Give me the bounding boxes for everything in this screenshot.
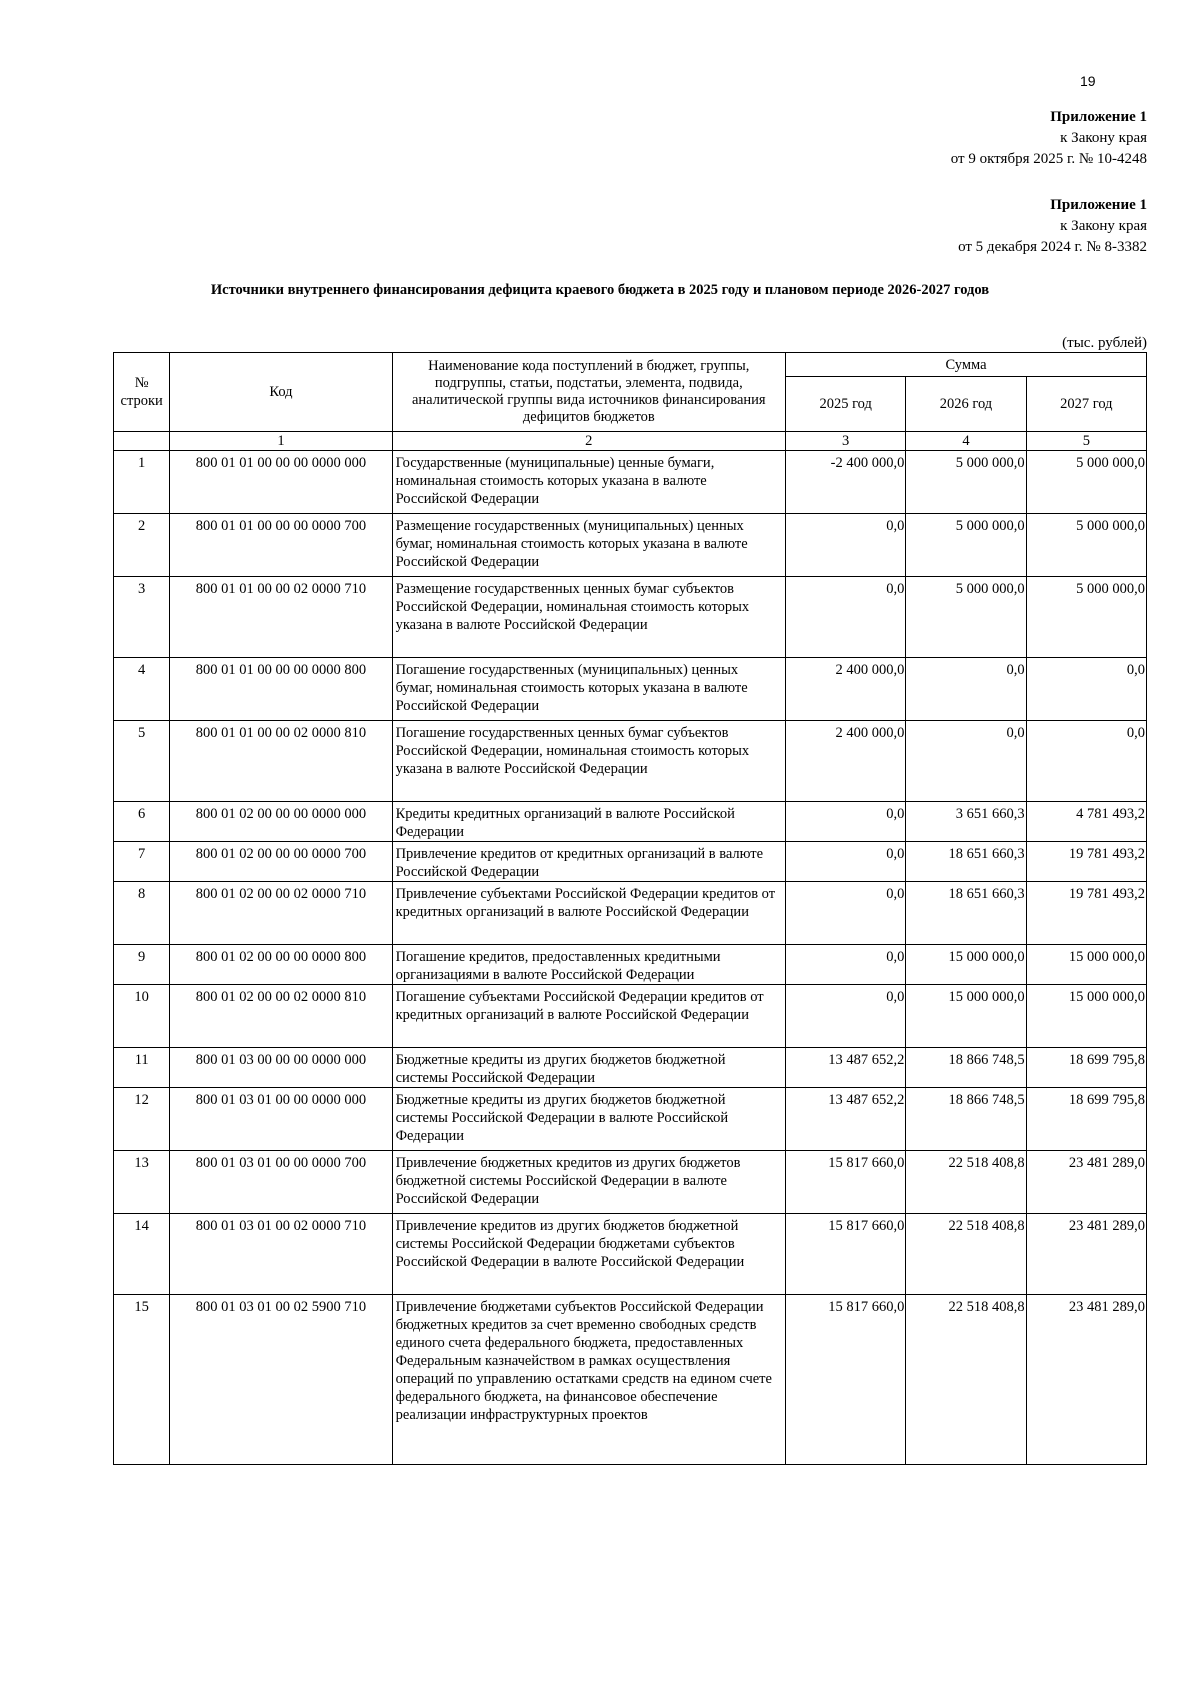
row-number: 2 xyxy=(114,514,170,577)
table-row xyxy=(114,1088,1147,1151)
amount-2025: 13 487 652,2 xyxy=(786,1048,906,1088)
amount-2027: 15 000 000,0 xyxy=(1026,985,1146,1048)
amount-2025: 2 400 000,0 xyxy=(786,721,906,802)
row-number: 11 xyxy=(114,1048,170,1088)
row-code: 800 01 03 01 00 02 5900 710 xyxy=(170,1295,392,1465)
amount-2026: 5 000 000,0 xyxy=(906,451,1026,514)
appendix-law-date: от 5 декабря 2024 г. № 8-3382 xyxy=(958,239,1147,255)
row-name: Привлечение кредитов из других бюджетов бюджетной системы Российской Федерации бюджетами субъектов Российской Федерации в валюте Российской Федерации xyxy=(392,1214,785,1295)
amount-2026: 18 866 748,5 xyxy=(906,1048,1026,1088)
header-year-2026: 2026 год xyxy=(906,377,1026,432)
amount-2027: 18 699 795,8 xyxy=(1026,1048,1146,1088)
amount-2025: 15 817 660,0 xyxy=(786,1295,906,1465)
column-number: 2 xyxy=(392,432,785,451)
amount-2027: 23 481 289,0 xyxy=(1026,1295,1146,1465)
appendix-title: Приложение 1 xyxy=(1050,109,1147,125)
appendix-law-date: от 9 октября 2025 г. № 10-4248 xyxy=(950,151,1147,167)
row-name: Привлечение кредитов от кредитных организаций в валюте Российской Федерации xyxy=(392,842,785,882)
row-number: 14 xyxy=(114,1214,170,1295)
amount-2027: 4 781 493,2 xyxy=(1026,802,1146,842)
table-row xyxy=(114,882,1147,945)
amount-2025: 15 817 660,0 xyxy=(786,1151,906,1214)
table-row xyxy=(114,842,1147,882)
table-row xyxy=(114,802,1147,842)
row-code: 800 01 02 00 00 02 0000 810 xyxy=(170,985,392,1048)
table-row xyxy=(114,985,1147,1048)
appendix-title: Приложение 1 xyxy=(1050,197,1147,213)
row-name: Кредиты кредитных организаций в валюте Российской Федерации xyxy=(392,802,785,842)
row-code: 800 01 03 01 00 02 0000 710 xyxy=(170,1214,392,1295)
column-number: 1 xyxy=(170,432,392,451)
page-number: 19 xyxy=(1080,73,1096,89)
amount-2025: 0,0 xyxy=(786,514,906,577)
row-code: 800 01 02 00 00 02 0000 710 xyxy=(170,882,392,945)
amount-2025: 0,0 xyxy=(786,882,906,945)
table-row xyxy=(114,721,1147,802)
amount-2026: 18 651 660,3 xyxy=(906,882,1026,945)
amount-2027: 19 781 493,2 xyxy=(1026,882,1146,945)
row-name: Погашение государственных (муниципальных) ценных бумаг, номинальная стоимость которых указана в валюте Российской Федерации xyxy=(392,658,785,721)
row-code: 800 01 02 00 00 00 0000 800 xyxy=(170,945,392,985)
table-row xyxy=(114,1151,1147,1214)
column-number: 4 xyxy=(906,432,1026,451)
amount-2026: 0,0 xyxy=(906,658,1026,721)
row-number: 6 xyxy=(114,802,170,842)
row-name: Привлечение субъектами Российской Федерации кредитов от кредитных организаций в валюте Российской Федерации xyxy=(392,882,785,945)
row-name: Размещение государственных ценных бумаг субъектов Российской Федерации, номинальная стоимость которых указана в валюте Российской Федерации xyxy=(392,577,785,658)
row-number: 15 xyxy=(114,1295,170,1465)
appendix-header-original xyxy=(958,195,1147,258)
amount-2026: 3 651 660,3 xyxy=(906,802,1026,842)
row-name: Государственные (муниципальные) ценные бумаги, номинальная стоимость которых указана в валюте Российской Федерации xyxy=(392,451,785,514)
column-number-row xyxy=(114,432,1147,451)
row-number: 8 xyxy=(114,882,170,945)
appendix-law-ref: к Закону края xyxy=(1060,130,1147,146)
amount-2025: 0,0 xyxy=(786,802,906,842)
amount-2025: 0,0 xyxy=(786,945,906,985)
amount-2026: 15 000 000,0 xyxy=(906,945,1026,985)
header-row-number: № строки xyxy=(114,353,170,432)
row-number: 9 xyxy=(114,945,170,985)
amount-2027: 0,0 xyxy=(1026,721,1146,802)
row-name: Погашение субъектами Российской Федерации кредитов от кредитных организаций в валюте Российской Федерации xyxy=(392,985,785,1048)
row-code: 800 01 01 00 00 00 0000 800 xyxy=(170,658,392,721)
column-number: 5 xyxy=(1026,432,1146,451)
table-row xyxy=(114,1048,1147,1088)
amount-2025: 0,0 xyxy=(786,577,906,658)
header-year-2025: 2025 год xyxy=(786,377,906,432)
amount-2026: 18 651 660,3 xyxy=(906,842,1026,882)
row-name: Бюджетные кредиты из других бюджетов бюджетной системы Российской Федерации xyxy=(392,1048,785,1088)
amount-2027: 0,0 xyxy=(1026,658,1146,721)
row-name: Размещение государственных (муниципальных) ценных бумаг, номинальная стоимость которых указана в валюте Российской Федерации xyxy=(392,514,785,577)
amount-2025: 15 817 660,0 xyxy=(786,1214,906,1295)
row-code: 800 01 03 01 00 00 0000 700 xyxy=(170,1151,392,1214)
row-number: 5 xyxy=(114,721,170,802)
row-code: 800 01 01 00 00 02 0000 710 xyxy=(170,577,392,658)
appendix-law-ref: к Закону края xyxy=(1060,218,1147,234)
amount-2026: 15 000 000,0 xyxy=(906,985,1026,1048)
row-code: 800 01 01 00 00 02 0000 810 xyxy=(170,721,392,802)
amount-2025: -2 400 000,0 xyxy=(786,451,906,514)
row-name: Привлечение бюджетами субъектов Российской Федерации бюджетных кредитов за счет временно свободных средств единого счета федерального бюджета, предоставленных Федеральным казначейством в рамках осуществления операций по управлению остатками средств на едином счете федерального бюджета, на финансовое обеспечение реализации инфраструктурных проектов xyxy=(392,1295,785,1465)
row-number: 13 xyxy=(114,1151,170,1214)
amount-2026: 5 000 000,0 xyxy=(906,577,1026,658)
amount-2027: 5 000 000,0 xyxy=(1026,514,1146,577)
amount-2025: 0,0 xyxy=(786,842,906,882)
amount-2026: 5 000 000,0 xyxy=(906,514,1026,577)
row-number: 7 xyxy=(114,842,170,882)
column-number: 3 xyxy=(786,432,906,451)
table-row xyxy=(114,577,1147,658)
amount-2027: 23 481 289,0 xyxy=(1026,1151,1146,1214)
row-code: 800 01 01 00 00 00 0000 700 xyxy=(170,514,392,577)
amount-2027: 19 781 493,2 xyxy=(1026,842,1146,882)
amount-2027: 5 000 000,0 xyxy=(1026,577,1146,658)
amount-2025: 0,0 xyxy=(786,985,906,1048)
amount-2026: 22 518 408,8 xyxy=(906,1151,1026,1214)
header-sum: Сумма xyxy=(786,353,1147,377)
row-number: 1 xyxy=(114,451,170,514)
units-label: (тыс. рублей) xyxy=(1062,335,1147,351)
amount-2025: 2 400 000,0 xyxy=(786,658,906,721)
row-name: Привлечение бюджетных кредитов из других бюджетов бюджетной системы Российской Федерации в валюте Российской Федерации xyxy=(392,1151,785,1214)
appendix-header-current xyxy=(951,107,1147,170)
amount-2026: 0,0 xyxy=(906,721,1026,802)
row-code: 800 01 02 00 00 00 0000 700 xyxy=(170,842,392,882)
table-row xyxy=(114,945,1147,985)
header-name: Наименование кода поступлений в бюджет, группы, подгруппы, статьи, подстатьи, элемента, подвида, аналитической группы вида источников финансирования дефицитов бюджетов xyxy=(392,353,785,432)
row-code: 800 01 02 00 00 00 0000 000 xyxy=(170,802,392,842)
amount-2026: 22 518 408,8 xyxy=(906,1295,1026,1465)
header-year-2027: 2027 год xyxy=(1026,377,1146,432)
table-row xyxy=(114,1295,1147,1465)
table-row xyxy=(114,514,1147,577)
row-number: 12 xyxy=(114,1088,170,1151)
row-number: 4 xyxy=(114,658,170,721)
table-row xyxy=(114,451,1147,514)
row-code: 800 01 01 00 00 00 0000 000 xyxy=(170,451,392,514)
row-name: Погашение государственных ценных бумаг субъектов Российской Федерации, номинальная стоимость которых указана в валюте Российской Федерации xyxy=(392,721,785,802)
amount-2027: 23 481 289,0 xyxy=(1026,1214,1146,1295)
amount-2027: 5 000 000,0 xyxy=(1026,451,1146,514)
amount-2027: 15 000 000,0 xyxy=(1026,945,1146,985)
table-row xyxy=(114,1214,1147,1295)
header-code: Код xyxy=(170,353,392,432)
document-title: Источники внутреннего финансирования дефицита краевого бюджета в 2025 году и плановом периоде 2026-2027 годов xyxy=(210,282,990,298)
row-name: Погашение кредитов, предоставленных кредитными организациями в валюте Российской Федерации xyxy=(392,945,785,985)
row-code: 800 01 03 00 00 00 0000 000 xyxy=(170,1048,392,1088)
financing-sources-table xyxy=(113,352,1147,1465)
amount-2025: 13 487 652,2 xyxy=(786,1088,906,1151)
row-number: 3 xyxy=(114,577,170,658)
amount-2026: 18 866 748,5 xyxy=(906,1088,1026,1151)
amount-2027: 18 699 795,8 xyxy=(1026,1088,1146,1151)
row-number: 10 xyxy=(114,985,170,1048)
table-row xyxy=(114,658,1147,721)
amount-2026: 22 518 408,8 xyxy=(906,1214,1026,1295)
row-code: 800 01 03 01 00 00 0000 000 xyxy=(170,1088,392,1151)
row-name: Бюджетные кредиты из других бюджетов бюджетной системы Российской Федерации в валюте Российской Федерации xyxy=(392,1088,785,1151)
